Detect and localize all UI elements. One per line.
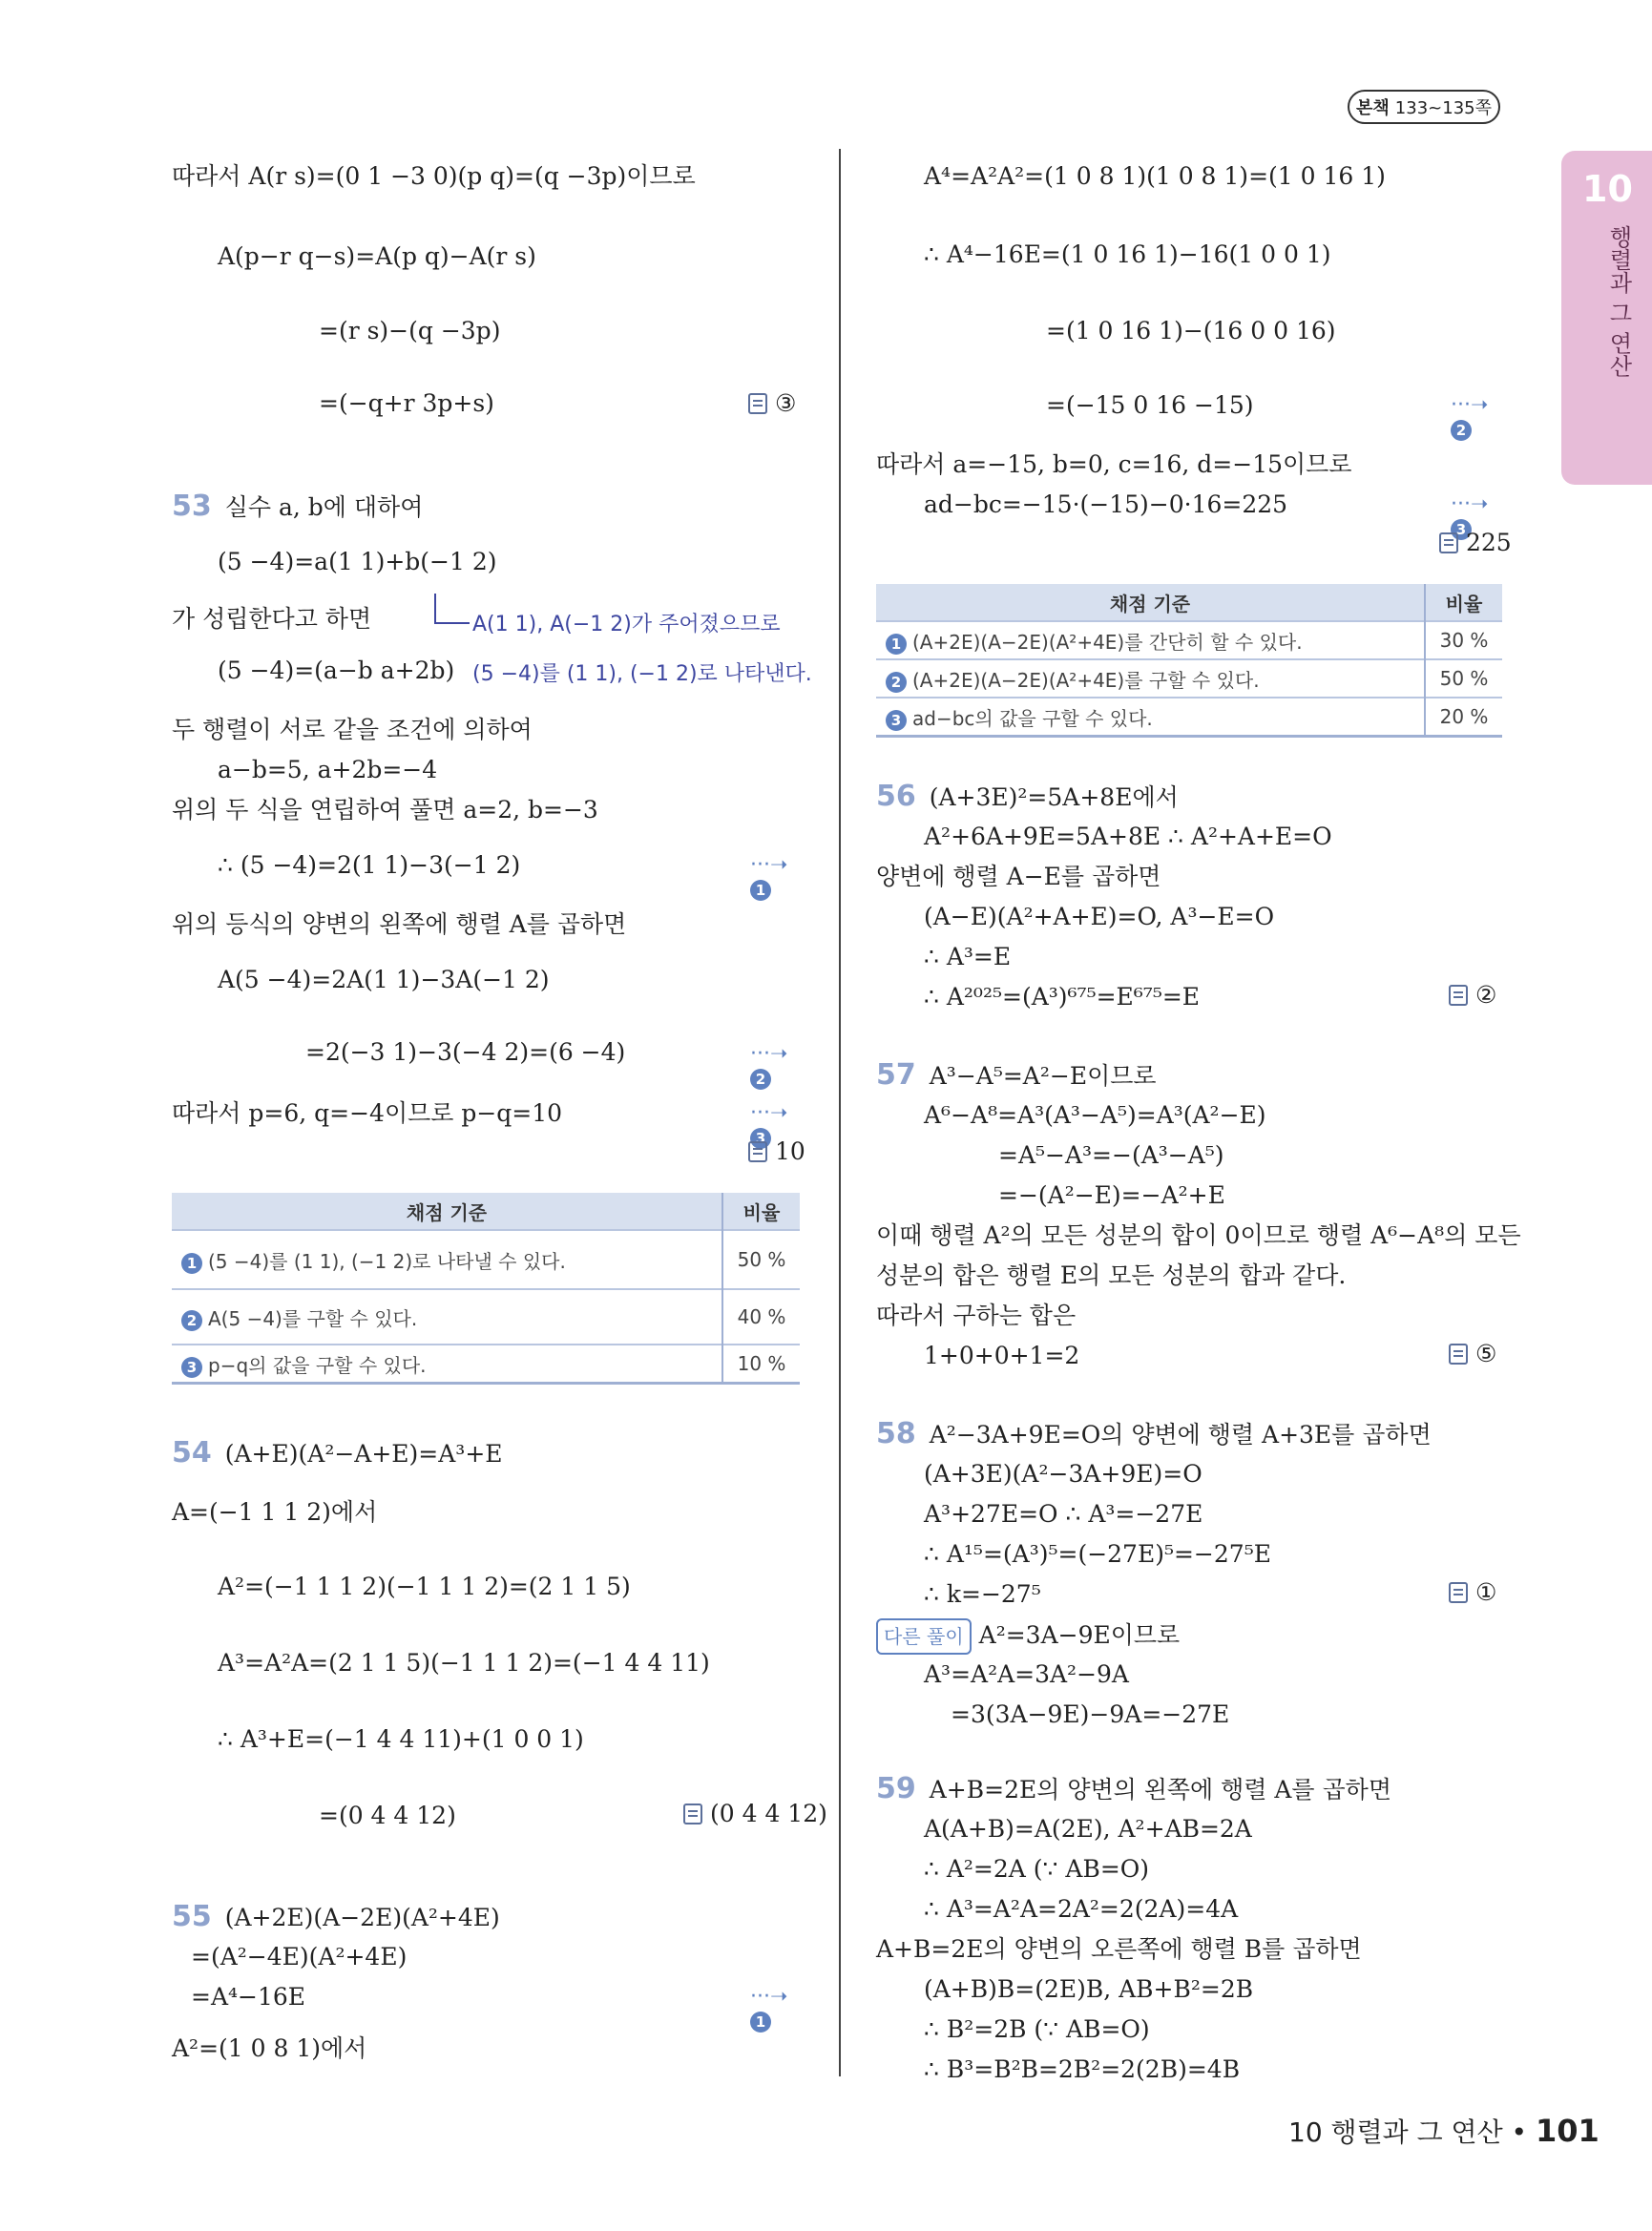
problem-53-header — [172, 490, 423, 524]
page-number: 101 — [1535, 2113, 1600, 2149]
solution-line: A+B=2E의 양변의 오른쪽에 행렬 B를 곱하면 — [876, 1935, 1362, 1963]
solution-line: ∴ A²⁰²⁵=(A³)⁶⁷⁵=E⁶⁷⁵=E — [924, 983, 1201, 1011]
solution-line: a−b=5, a+2b=−4 — [218, 756, 438, 783]
solution-line: A⁶−A⁸=A³(A³−A⁵)=A³(A²−E) — [924, 1101, 1266, 1129]
chapter-tab — [1561, 151, 1652, 485]
answer-icon — [683, 1804, 702, 1824]
answer-mark — [748, 1137, 805, 1165]
criteria-text: A(5 −4)를 구할 수 있다. — [208, 1306, 418, 1330]
problem-number: 53 — [172, 490, 212, 523]
solution-line: =(−q+r 3p+s) — [319, 389, 494, 417]
answer-icon — [1449, 1582, 1468, 1603]
table-header: 채점 기준 — [172, 1193, 722, 1230]
table-header: 채점 기준 — [876, 584, 1425, 621]
table-row — [876, 659, 1502, 698]
solution-line: (A+3E)²=5A+8E에서 — [929, 783, 1179, 811]
solution-line: =A⁵−A³=−(A³−A⁵) — [998, 1141, 1224, 1169]
criteria-text: p−q의 값을 구할 수 있다. — [208, 1353, 427, 1377]
answer-value: ⑤ — [1475, 1340, 1497, 1367]
answer-icon — [1439, 532, 1458, 553]
table-row — [876, 698, 1502, 737]
problem-57-header — [876, 1059, 1157, 1093]
answer-mark — [683, 1800, 827, 1827]
solution-line: 따라서 a=−15, b=0, c=16, d=−15이므로 — [876, 450, 1352, 478]
criteria-text: ad−bc의 값을 구할 수 있다. — [912, 706, 1153, 730]
solution-line: =A⁴−16E — [191, 1983, 306, 2011]
solution-line: 위의 등식의 양변의 왼쪽에 행렬 A를 곱하면 — [172, 910, 627, 938]
solution-line: ad−bc=−15·(−15)−0·16=225 — [924, 490, 1288, 518]
side-note: A(1 1), A(−1 2)가 주어졌으므로 — [472, 613, 781, 636]
solution-line: ∴ (5 −4)=2(1 1)−3(−1 2) — [218, 851, 521, 879]
solution-line: =(r s)−(q −3p) — [319, 317, 501, 344]
solution-line: (5 −4)=a(1 1)+b(−1 2) — [218, 548, 497, 575]
book-label: 본책 — [1356, 98, 1390, 118]
solution-line: 따라서 p=6, q=−4이므로 p−q=10 — [172, 1099, 563, 1127]
answer-mark — [1449, 981, 1496, 1009]
answer-mark — [1449, 1340, 1496, 1367]
step-marker: ···➝ 1 — [750, 1985, 788, 2031]
solution-line: ∴ B²=2B (∵ AB=O) — [924, 2015, 1150, 2043]
solution-line: 성분의 합은 행렬 E의 모든 성분의 합과 같다. — [876, 1261, 1347, 1289]
step-marker: ···➝ 2 — [1451, 393, 1489, 439]
footer-separator: • — [1511, 2116, 1536, 2148]
step-number: 3 — [886, 710, 907, 731]
solution-line: A²−3A+9E=O의 양변에 행렬 A+3E를 곱하면 — [929, 1421, 1432, 1449]
solution-line: =−(A²−E)=−A²+E — [998, 1181, 1225, 1209]
criteria-rate: 50 % — [722, 1230, 800, 1289]
solution-line: 두 행렬이 서로 같을 조건에 의하여 — [172, 716, 533, 743]
answer-mark — [748, 389, 796, 417]
solution-line: =3(3A−9E)−9A=−27E — [951, 1700, 1230, 1728]
solution-line: =(0 4 4 12) — [319, 1802, 456, 1829]
criteria-rate: 50 % — [1425, 659, 1502, 698]
table-row — [172, 1289, 800, 1345]
solution-line: ∴ A²=2A (∵ AB=O) — [924, 1855, 1150, 1883]
page-range: 133~135쪽 — [1394, 98, 1492, 118]
answer-icon — [1449, 985, 1468, 1006]
solution-line: A³−A⁵=A²−E이므로 — [929, 1062, 1157, 1090]
solution-line: ∴ A⁴−16E=(1 0 16 1)−16(1 0 0 1) — [924, 240, 1331, 268]
solution-line: =2(−3 1)−3(−4 2)=(6 −4) — [305, 1038, 626, 1066]
answer-value: ③ — [775, 389, 797, 417]
solution-line: (A+B)B=(2E)B, AB+B²=2B — [924, 1975, 1254, 2003]
solution-line: 위의 두 식을 연립하여 풀면 a=2, b=−3 — [172, 796, 598, 824]
answer-mark — [1439, 529, 1512, 556]
table-row — [172, 1345, 800, 1384]
side-note: (5 −4)를 (1 1), (−1 2)로 나타낸다. — [472, 662, 812, 686]
problem-55-header — [172, 1901, 500, 1934]
criteria-text: (A+2E)(A−2E)(A²+4E)를 간단히 할 수 있다. — [912, 630, 1303, 654]
solution-line: A³=A²A=(2 1 1 5)(−1 1 1 2)=(−1 4 4 11) — [218, 1649, 710, 1677]
problem-59-header — [876, 1773, 1391, 1806]
criteria-rate: 10 % — [722, 1345, 800, 1384]
other-solution-badge: 다른 풀이 — [876, 1618, 972, 1655]
table-row — [172, 1230, 800, 1289]
note-connector — [434, 594, 470, 624]
answer-value: 225 — [1466, 529, 1512, 556]
solution-line: A⁴=A²A²=(1 0 8 1)(1 0 8 1)=(1 0 16 1) — [924, 162, 1386, 190]
step-number: 2 — [750, 1069, 771, 1090]
problem-number: 56 — [876, 780, 916, 813]
step-number: 1 — [181, 1253, 202, 1274]
solution-line: A²+6A+9E=5A+8E ∴ A²+A+E=O — [924, 823, 1332, 850]
solution-line: =(1 0 16 1)−(16 0 0 16) — [1046, 317, 1336, 344]
solution-line: A(p−r q−s)=A(p q)−A(r s) — [218, 242, 536, 270]
solution-line: A²=(−1 1 1 2)(−1 1 1 2)=(2 1 1 5) — [218, 1573, 631, 1600]
solution-line: 가 성립한다고 하면 — [172, 605, 372, 633]
problem-58-header — [876, 1418, 1432, 1451]
other-solution-line — [876, 1618, 1180, 1655]
solution-line: A³=A²A=3A²−9A — [924, 1660, 1129, 1688]
step-number: 3 — [750, 1128, 771, 1149]
solution-line: 1+0+0+1=2 — [924, 1342, 1080, 1369]
solution-line: =(A²−4E)(A²+4E) — [191, 1943, 408, 1970]
problem-number: 55 — [172, 1900, 212, 1933]
criteria-text: (A+2E)(A−2E)(A²+4E)를 구할 수 있다. — [912, 668, 1260, 692]
solution-line: (5 −4)=(a−b a+2b) — [218, 657, 455, 684]
answer-value: ② — [1475, 981, 1497, 1009]
answer-icon — [748, 1141, 767, 1162]
column-divider — [839, 149, 841, 2076]
grading-criteria-table — [876, 584, 1502, 738]
solution-line: 실수 a, b에 대하여 — [224, 493, 424, 521]
solution-line: (A−E)(A²+A+E)=O, A³−E=O — [924, 903, 1275, 930]
step-marker: ···➝ 2 — [750, 1042, 788, 1088]
step-number: 2 — [1451, 420, 1472, 441]
page-reference-badge — [1348, 90, 1500, 124]
solution-line: 따라서 A(r s)=(0 1 −3 0)(p q)=(q −3p)이므로 — [172, 162, 696, 190]
problem-56-header — [876, 781, 1179, 814]
answer-value: (0 4 4 12) — [710, 1800, 827, 1827]
step-number: 1 — [886, 634, 907, 655]
solution-line: A+B=2E의 양변의 왼쪽에 행렬 A를 곱하면 — [929, 1776, 1391, 1804]
solution-line: (A+2E)(A−2E)(A²+4E) — [224, 1904, 500, 1931]
step-number: 2 — [181, 1310, 202, 1331]
step-marker: ···➝ 3 — [1451, 492, 1489, 538]
solution-line: 이때 행렬 A²의 모든 성분의 합이 0이므로 행렬 A⁶−A⁸의 모든 — [876, 1221, 1521, 1249]
step-marker: ···➝ 3 — [750, 1101, 788, 1147]
answer-icon — [748, 393, 767, 414]
solution-line: 양변에 행렬 A−E를 곱하면 — [876, 863, 1161, 890]
solution-line: A(A+B)=A(2E), A²+AB=2A — [924, 1815, 1252, 1843]
solution-line: ∴ k=−27⁵ — [924, 1580, 1041, 1608]
criteria-rate: 30 % — [1425, 621, 1502, 659]
solution-line: A(5 −4)=2A(1 1)−3A(−1 2) — [218, 966, 550, 993]
answer-value: ① — [1475, 1578, 1497, 1606]
answer-value: 10 — [775, 1137, 805, 1165]
criteria-rate: 20 % — [1425, 698, 1502, 737]
solution-line: A³+27E=O ∴ A³=−27E — [924, 1500, 1203, 1528]
answer-mark — [1449, 1578, 1496, 1606]
grading-criteria-table — [172, 1193, 800, 1385]
solution-line: A²=(1 0 8 1)에서 — [172, 2034, 367, 2062]
table-header: 비율 — [1425, 584, 1502, 621]
chapter-title: 행렬과 그 연산 — [1605, 225, 1632, 378]
problem-number: 57 — [876, 1058, 916, 1092]
step-number: 3 — [181, 1357, 202, 1378]
table-row — [876, 621, 1502, 659]
solution-line: ∴ A³+E=(−1 4 4 11)+(1 0 0 1) — [218, 1725, 584, 1753]
solution-line: ∴ A¹⁵=(A³)⁵=(−27E)⁵=−27⁵E — [924, 1540, 1271, 1568]
solution-line: =(−15 0 16 −15) — [1046, 391, 1254, 419]
answer-icon — [1449, 1344, 1468, 1365]
footer-chapter: 10 행렬과 그 연산 — [1288, 2116, 1503, 2148]
solution-line: 따라서 구하는 합은 — [876, 1302, 1077, 1329]
problem-number: 58 — [876, 1417, 916, 1450]
step-number: 1 — [750, 2012, 771, 2033]
problem-number: 59 — [876, 1772, 916, 1805]
step-number: 1 — [750, 880, 771, 901]
solution-line: ∴ B³=B²B=2B²=2(2B)=4B — [924, 2055, 1241, 2083]
step-number: 2 — [886, 672, 907, 693]
solution-line: ∴ A³=A²A=2A²=2(2A)=4A — [924, 1895, 1239, 1923]
table-header: 비율 — [722, 1193, 800, 1230]
criteria-rate: 40 % — [722, 1289, 800, 1345]
criteria-text: (5 −4)를 (1 1), (−1 2)로 나타낼 수 있다. — [208, 1249, 566, 1273]
problem-number: 54 — [172, 1436, 212, 1470]
step-number: 3 — [1451, 519, 1472, 540]
chapter-number: 10 — [1582, 168, 1633, 210]
step-marker: ···➝ 1 — [750, 853, 788, 899]
solution-line: A=(−1 1 1 2)에서 — [172, 1498, 378, 1526]
solution-line: (A+E)(A²−A+E)=A³+E — [224, 1440, 503, 1468]
solution-line: A²=3A−9E이므로 — [978, 1621, 1181, 1649]
problem-54-header — [172, 1437, 503, 1470]
solution-line: (A+3E)(A²−3A+9E)=O — [924, 1460, 1202, 1488]
page-footer — [1288, 2112, 1600, 2150]
solution-line: ∴ A³=E — [924, 943, 1012, 970]
